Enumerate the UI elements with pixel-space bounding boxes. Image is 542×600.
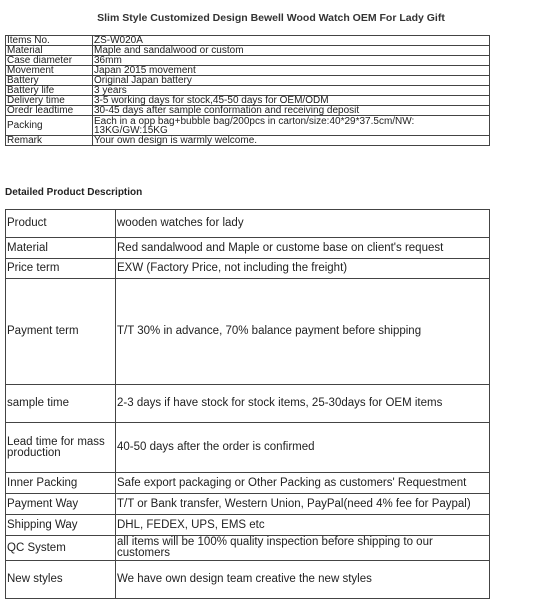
table-row <box>6 515 490 536</box>
spec-value: Your own design is warmly welcome. <box>93 136 490 146</box>
detail-value: Safe export packaging or Other Packing as customers' Requestment <box>116 473 490 494</box>
detail-value: all items will be 100% quality inspection before shipping to our customers <box>116 536 490 561</box>
table-row <box>6 238 490 259</box>
table-row <box>6 473 490 494</box>
table-row <box>6 76 490 86</box>
table-row <box>6 279 490 385</box>
spec-label: Battery life <box>6 86 93 96</box>
spec-value: Original Japan battery <box>93 76 490 86</box>
spec-label: Movement <box>6 66 93 76</box>
spec-label: Case diameter <box>6 56 93 66</box>
detail-label: Price term <box>6 259 116 279</box>
table-row <box>6 536 490 561</box>
spec-label: Items No. <box>6 36 93 46</box>
spec-value: 36mm <box>93 56 490 66</box>
spec-label: Oredr leadtime <box>6 106 93 116</box>
detail-value: We have own design team creative the new styles <box>116 561 490 599</box>
detail-value: T/T 30% in advance, 70% balance payment before shipping <box>116 279 490 385</box>
spec-label: Material <box>6 46 93 56</box>
table-row <box>6 116 490 136</box>
detail-label: New styles <box>6 561 116 599</box>
spec-label: Remark <box>6 136 93 146</box>
table-row <box>6 494 490 515</box>
detail-label: Payment Way <box>6 494 116 515</box>
detail-label: Payment term <box>6 279 116 385</box>
table-row <box>6 423 490 473</box>
table-row <box>6 46 490 56</box>
spec-value: 3 years <box>93 86 490 96</box>
detail-label: Inner Packing <box>6 473 116 494</box>
spec-label: Battery <box>6 76 93 86</box>
table-row <box>6 86 490 96</box>
detail-value: T/T or Bank transfer, Western Union, PayPal(need 4% fee for Paypal) <box>116 494 490 515</box>
table-row <box>6 259 490 279</box>
table-row <box>6 56 490 66</box>
detail-label: Lead time for mass production <box>6 423 116 473</box>
detail-label: QC System <box>6 536 116 561</box>
spec-value: Japan 2015 movement <box>93 66 490 76</box>
detail-value: Red sandalwood and Maple or custome base on client's request <box>116 238 490 259</box>
detail-label: sample time <box>6 385 116 423</box>
detail-label: Shipping Way <box>6 515 116 536</box>
detail-value: 2-3 days if have stock for stock items, 25-30days for OEM items <box>116 385 490 423</box>
table-row <box>6 136 490 146</box>
table-row <box>6 561 490 599</box>
detail-value: wooden watches for lady <box>116 210 490 238</box>
table-row <box>6 66 490 76</box>
spec-value: ZS-W020A <box>93 36 490 46</box>
spec-label: Delivery time <box>6 96 93 106</box>
detail-heading: Detailed Product Description <box>5 187 143 198</box>
spec-label: Packing <box>6 116 93 136</box>
spec-value: Maple and sandalwood or custom <box>93 46 490 56</box>
spec-table <box>5 35 490 146</box>
page-title: Slim Style Customized Design Bewell Wood Watch OEM For Lady Gift <box>97 12 445 24</box>
detail-value: DHL, FEDEX, UPS, EMS etc <box>116 515 490 536</box>
detail-label: Product <box>6 210 116 238</box>
table-row <box>6 106 490 116</box>
table-row <box>6 96 490 106</box>
table-row <box>6 385 490 423</box>
detail-table <box>5 209 490 599</box>
table-row <box>6 210 490 238</box>
detail-value: EXW (Factory Price, not including the freight) <box>116 259 490 279</box>
spec-value: 3-5 working days for stock,45-50 days for OEM/ODM <box>93 96 490 106</box>
detail-value: 40-50 days after the order is confirmed <box>116 423 490 473</box>
detail-label: Material <box>6 238 116 259</box>
spec-value: 30-45 days after sample conformation and receiving deposit <box>93 106 490 116</box>
table-row <box>6 36 490 46</box>
spec-value: Each in a opp bag+bubble bag/200pcs in carton/size:40*29*37.5cm/NW: 13KG/GW:15KG <box>93 116 490 136</box>
